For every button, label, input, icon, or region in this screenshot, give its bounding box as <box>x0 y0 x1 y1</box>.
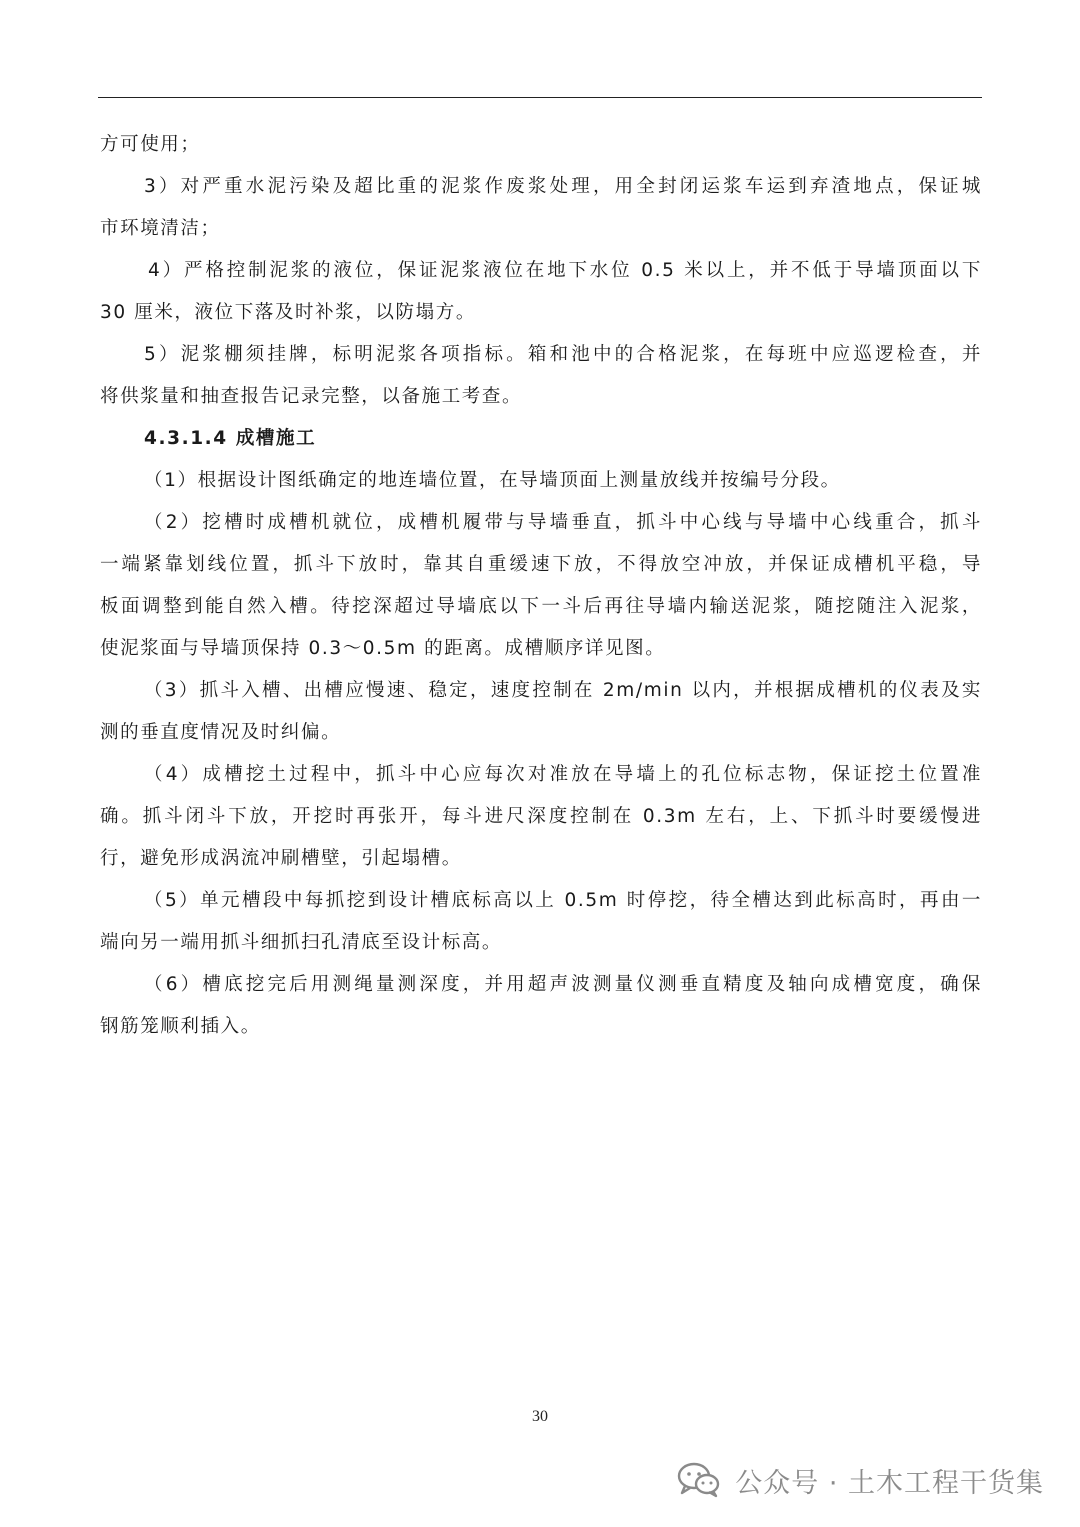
text-line: 市环境清洁； <box>100 218 221 239</box>
header-rule <box>98 97 982 98</box>
text-line: 端向另一端用抓斗细抓扫孔清底至设计标高。 <box>100 932 503 953</box>
text-line: 板面调整到能自然入槽。待挖深超过导墙底以下一斗后再往导墙内输送泥浆，随挖随注入泥浆， <box>100 596 982 617</box>
text-line: 钢筋笼顺利插入。 <box>100 1016 261 1037</box>
text-line: （3）抓斗入槽、出槽应慢速、稳定，速度控制在 2m/min 以内，并根据成槽机的仪表及实 <box>144 680 982 701</box>
watermark <box>677 1454 1044 1506</box>
text-line: （5）单元槽段中每抓挖到设计槽底标高以上 0.5m 时停挖，待全槽达到此标高时，再由一 <box>144 890 982 911</box>
text-line: 行，避免形成涡流冲刷槽壁，引起塌槽。 <box>100 848 462 869</box>
text-line: （1）根据设计图纸确定的地连墙位置，在导墙顶面上测量放线并按编号分段。 <box>144 470 841 491</box>
watermark-text: 公众号 · 土木工程干货集 <box>735 1467 1044 1499</box>
text-line: 使泥浆面与导墙顶保持 0.3～0.5m 的距离。成槽顺序详见图。 <box>100 638 666 659</box>
text-line: 确。抓斗闭斗下放，开挖时再张开，每斗进尺深度控制在 0.3m 左右，上、下抓斗时要缓慢进 <box>100 806 982 827</box>
text-line: 一端紧靠划线位置，抓斗下放时，靠其自重缓速下放，不得放空冲放，并保证成槽机平稳，导 <box>100 554 982 575</box>
text-line: （2）挖槽时成槽机就位，成槽机履带与导墙垂直，抓斗中心线与导墙中心线重合，抓斗 <box>144 512 982 533</box>
text-line: 3）对严重水泥污染及超比重的泥浆作废浆处理，用全封闭运浆车运到弃渣地点，保证城 <box>144 176 982 197</box>
text-line: 4）严格控制泥浆的液位，保证泥浆液位在地下水位 0.5 米以上，并不低于导墙顶面以下 <box>148 260 982 281</box>
wechat-icon <box>677 1461 721 1499</box>
text-line: （4）成槽挖土过程中，抓斗中心应每次对准放在导墙上的孔位标志物，保证挖土位置准 <box>144 764 982 785</box>
text-line: 方可使用； <box>100 134 201 155</box>
document-body <box>100 124 982 1048</box>
text-line: 测的垂直度情况及时纠偏。 <box>100 722 342 743</box>
text-line: （6）槽底挖完后用测绳量测深度，并用超声波测量仪测垂直精度及轴向成槽宽度，确保 <box>144 974 982 995</box>
text-line: 5）泥浆棚须挂牌，标明泥浆各项指标。箱和池中的合格泥浆，在每班中应巡逻检查，并 <box>144 344 982 365</box>
section-heading: 4.3.1.4 成槽施工 <box>144 428 317 449</box>
text-line: 30 厘米，液位下落及时补浆，以防塌方。 <box>100 302 476 323</box>
text-line: 将供浆量和抽查报告记录完整，以备施工考查。 <box>100 386 523 407</box>
page-number: 30 <box>532 1408 548 1425</box>
